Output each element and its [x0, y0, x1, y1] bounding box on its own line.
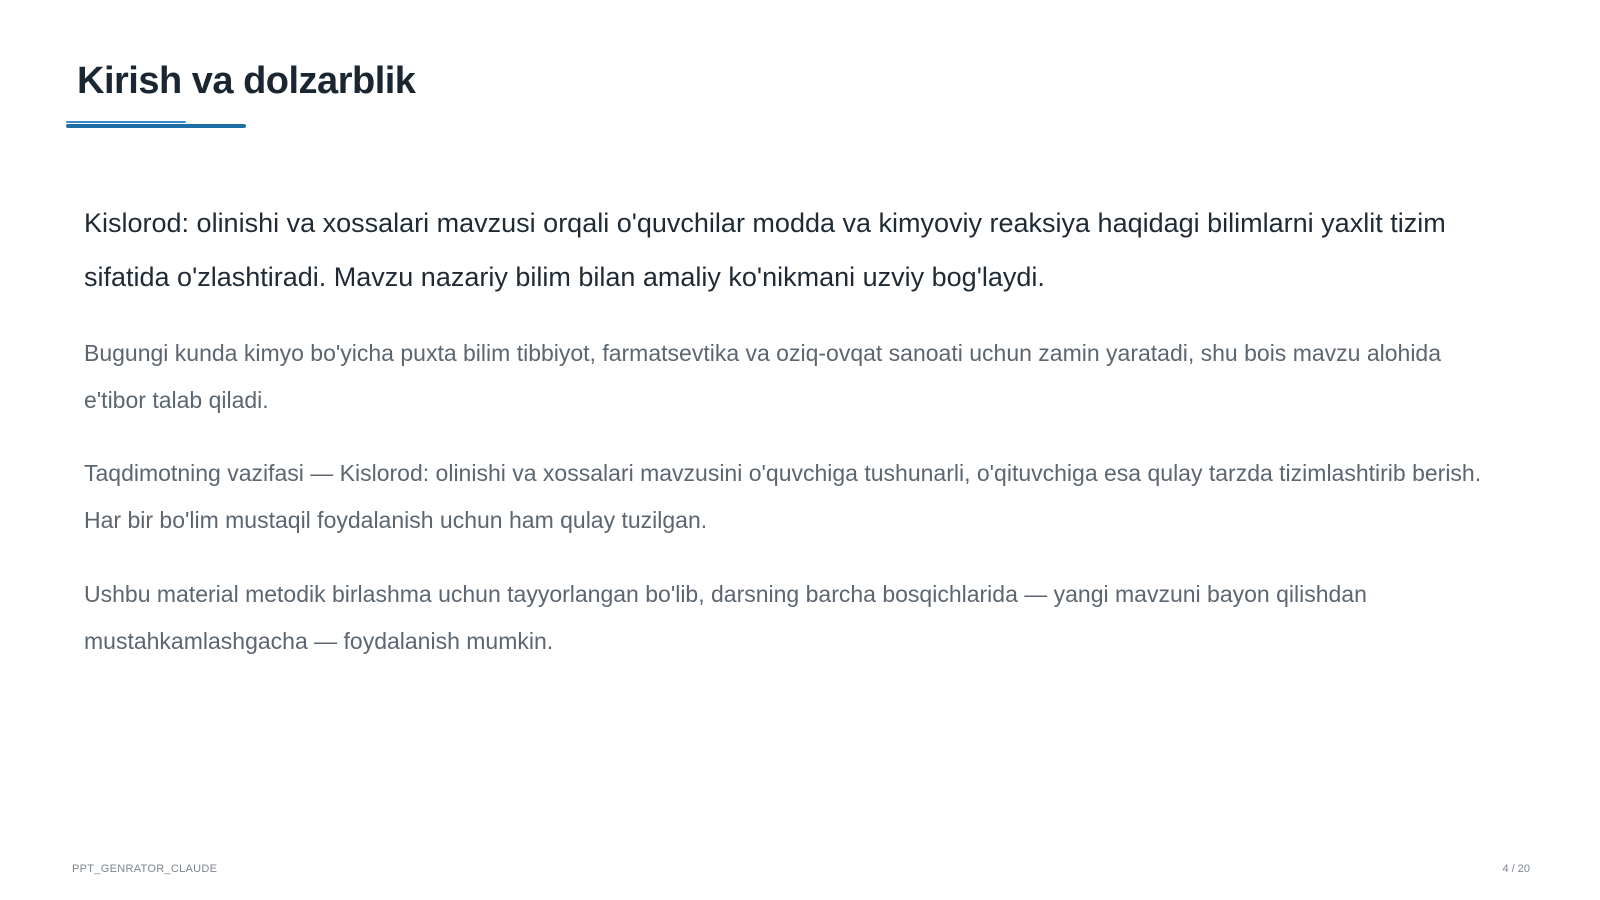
lead-paragraph: Kislorod: olinishi va xossalari mavzusi orqali o'quvchilar modda va kimyoviy reaksiya haqidagi bilimlarni yaxlit tizim sifatida o'zlashtiradi. Mavzu nazariy bilim bilan amaliy ko'nikmani uzviy bog'laydi. [84, 208, 1446, 292]
body-paragraph-2: Taqdimotning vazifasi — Kislorod: olinishi va xossalari mavzusini o'quvchiga tushunarli, o'qituvchiga esa qulay tarzda tizimlashtirib berish. Har bir bo'lim mustaqil foydalanish uchun ham qulay tuzilgan. [84, 460, 1482, 533]
title-underline [66, 124, 246, 128]
footer-source: PPT_GENRATOR_CLAUDE [72, 863, 218, 875]
slide-title: Kirish va dolzarblik [77, 60, 416, 102]
body-paragraph-1: Bugungi kunda kimyo bo'yicha puxta bilim tibbiyot, farmatsevtika va oziq-ovqat sanoati uchun zamin yaratadi, shu bois mavzu alohida e'tibor talab qiladi. [84, 340, 1442, 413]
body-paragraph-3: Ushbu material metodik birlashma uchun tayyorlangan bo'lib, darsning barcha bosqichlarida — yangi mavzuni bayon qilishdan mustahkamlashgacha — foydalanish mumkin. [84, 581, 1367, 654]
page-number: 4 / 20 [1502, 863, 1530, 875]
